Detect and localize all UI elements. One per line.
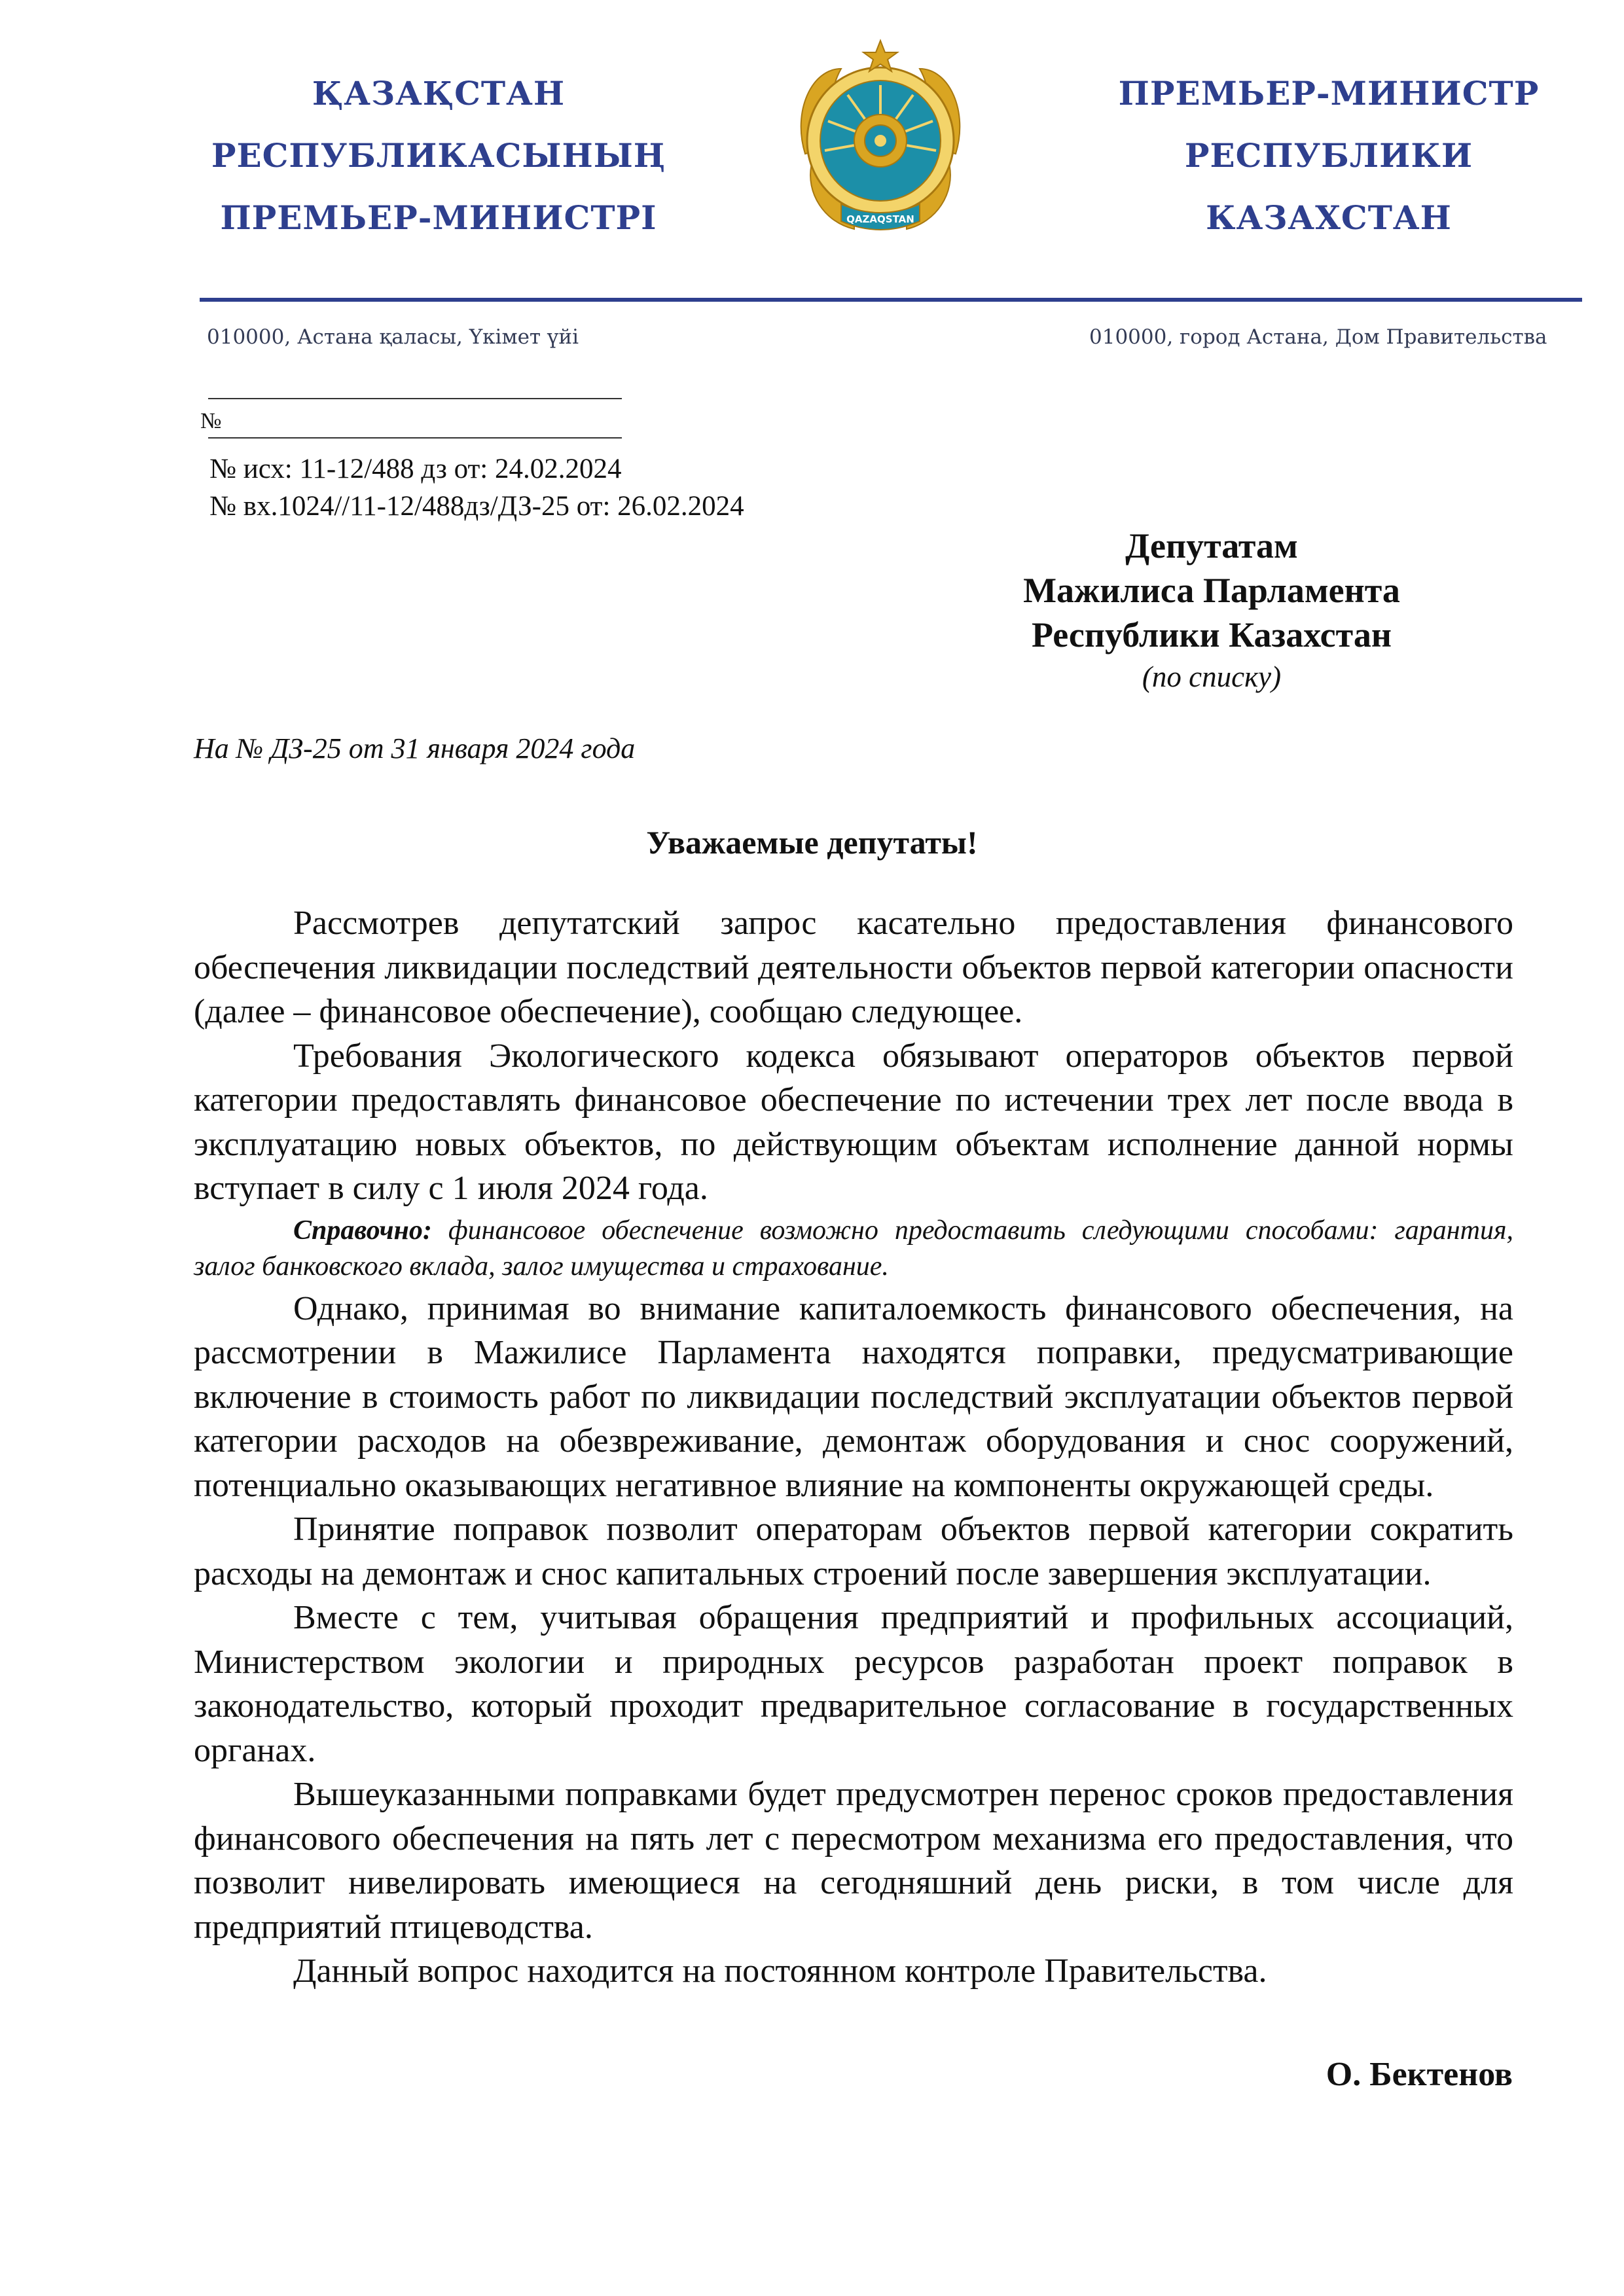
body-paragraph: Вышеуказанными поправками будет предусмотрен перенос сроков предоставления финансового обеспечения на пять лет с пересмотром механизма его предоставления, что позволит нивелировать имеющиеся на сегодняшний день риски, в том числе для предприятий птицеводства.: [194, 1776, 1513, 1946]
header-right-line: ПРЕМЬЕР-МИНИСТР: [1118, 74, 1540, 113]
addressee-line: Мажилиса Парламента: [1023, 571, 1400, 610]
header-left-title: [190, 62, 687, 249]
addressee-line: Депутатам: [1125, 526, 1298, 565]
reference-label: Справочно:: [293, 1215, 432, 1246]
addressee-block: [917, 524, 1506, 696]
header-right-line: РЕСПУБЛИКИ: [1184, 136, 1473, 175]
header-left-line: РЕСПУБЛИКАСЫНЫҢ: [211, 136, 666, 175]
incoming-number: № вх.1024//11-12/488дз/ДЗ-25 от: 26.02.2024: [209, 491, 744, 522]
address-russian: 010000, город Астана, Дом Правительства: [1089, 325, 1547, 349]
state-emblem-icon: [789, 33, 972, 249]
header-right-title: [1080, 62, 1578, 249]
address-kazakh: 010000, Астана қаласы, Үкімет үйі: [207, 325, 579, 349]
emblem-ribbon-text: QAZAQSTAN: [846, 213, 914, 225]
body-paragraph: Принятие поправок позволит операторам объектов первой категории сократить расходы на демонтаж и снос капитальных строений после завершения эксплуатации.: [194, 1511, 1513, 1592]
header-divider: [200, 298, 1582, 302]
greeting: Уважаемые депутаты!: [646, 824, 978, 861]
letter-body: [194, 901, 1513, 1994]
addressee-note: (по списку): [1142, 660, 1282, 693]
reference-note: [194, 1213, 1513, 1285]
header-left-line: ҚАЗАҚСТАН: [312, 74, 566, 113]
body-paragraph: Требования Экологического кодекса обязывают операторов объектов первой категории предоставлять финансовое обеспечение по истечении трех лет после ввода в эксплуатацию новых объектов, по действующим объектам исполнение данной нормы вступает в силу с 1 июля 2024 года.: [194, 1037, 1513, 1207]
in-reply-to: На № ДЗ-25 от 31 января 2024 года: [194, 732, 636, 764]
reference-text: финансовое обеспечение возможно предоставить следующими способами: гарантия, залог банковского вклада, залог имущества и страхование.: [194, 1215, 1513, 1282]
registration-line: [208, 437, 622, 439]
signature: О. Бектенов: [1326, 2056, 1513, 2093]
header-left-line: ПРЕМЬЕР-МИНИСТРІ: [220, 198, 657, 237]
header-right-line: КАЗАХСТАН: [1206, 198, 1452, 237]
body-paragraph: Вместе с тем, учитывая обращения предприятий и профильных ассоциаций, Министерством экологии и природных ресурсов разработан проект поправок в законодательство, который проходит предварительное согласование в государственных органах.: [194, 1599, 1513, 1769]
addressee-line: Республики Казахстан: [1032, 615, 1392, 655]
body-paragraph: Однако, принимая во внимание капиталоемкость финансового обеспечения, на рассмотрении в Мажилисе Парламента находятся поправки, предусматривающие включение в стоимость работ по ликвидации последствий эксплуатации объектов первой категории расходов на обезвреживание, демонтаж оборудования и снос сооружений, потенциально оказывающих негативное влияние на компоненты окружающей среды.: [194, 1289, 1513, 1504]
registration-number-mark: №: [200, 409, 222, 433]
body-paragraph: Данный вопрос находится на постоянном контроле Правительства.: [293, 1952, 1267, 1990]
outgoing-number: № исх: 11-12/488 дз от: 24.02.2024: [209, 454, 622, 484]
registration-line: [208, 398, 622, 399]
body-paragraph: Рассмотрев депутатский запрос касательно предоставления финансового обеспечения ликвидации последствий деятельности объектов первой категории опасности (далее – финансовое обеспечение), сообщаю следующее.: [194, 905, 1513, 1030]
